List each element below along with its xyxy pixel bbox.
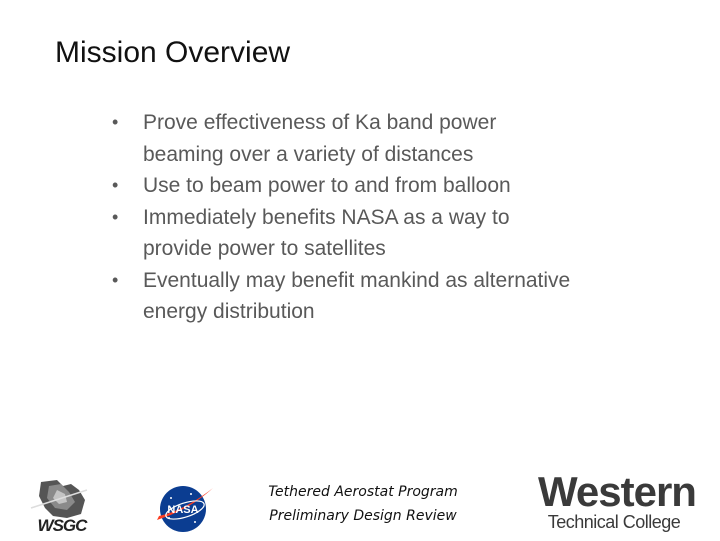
bullet-text: Use to beam power to and from balloon [143,174,511,197]
wisconsin-map-icon [27,478,97,520]
bullet-glyph: • [112,112,119,132]
bullet-glyph: • [112,175,119,195]
western-technical-college-logo [538,468,696,534]
bullet-glyph: • [112,269,119,290]
bullet-glyph: • [112,206,119,227]
western-wordmark: Western [538,468,696,515]
bullet-item [112,107,582,170]
footer-review: Preliminary Design Review [269,508,457,524]
footer-caption [258,480,468,528]
bullet-item [112,170,582,202]
bullet-text: Eventually may benefit mankind as alternative energy distribution [143,268,571,323]
bullet-text: Prove effectiveness of Ka band power beaming over a variety of distances [143,111,497,166]
bullet-list [112,107,582,328]
bullet-text: Immediately benefits NASA as a way to provide power to satellites [143,205,510,260]
slide-title: Mission Overview [55,36,291,69]
wsgc-logo [27,478,97,538]
footer-program: Tethered Aerostat Program [268,484,458,500]
wsgc-wordmark: WSGC [37,516,87,535]
western-subtitle: Technical College [547,512,681,532]
nasa-wordmark: NASA [167,504,199,516]
nasa-logo [155,480,215,536]
bullet-item [112,202,582,265]
bullet-item [112,265,582,328]
nasa-meatball-icon [155,480,215,536]
